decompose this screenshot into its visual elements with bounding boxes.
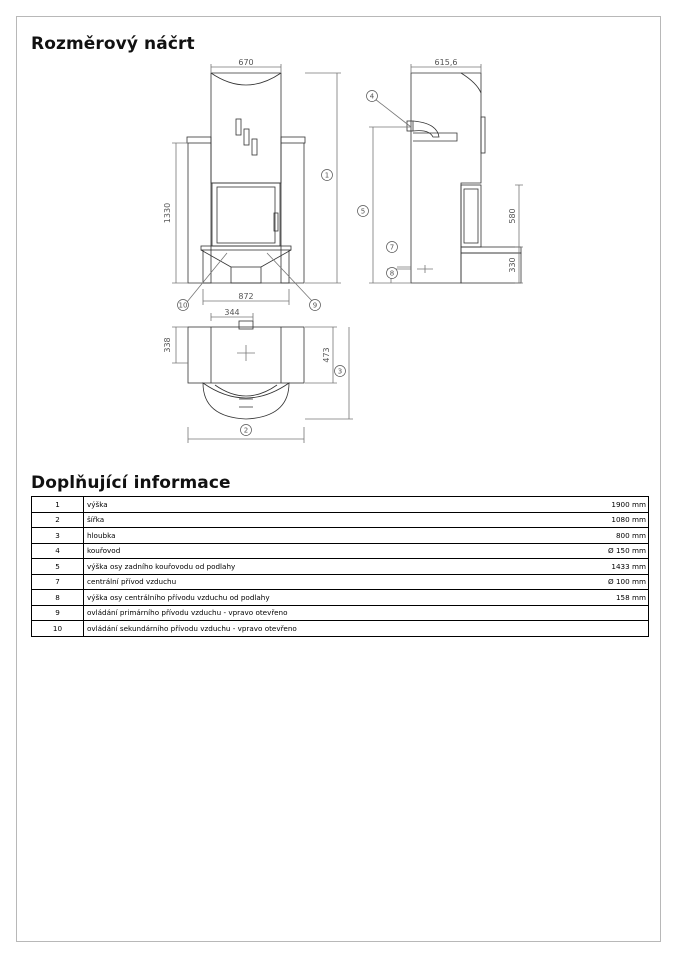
dim-side-330: 330 bbox=[508, 257, 517, 273]
svg-text:10: 10 bbox=[178, 301, 188, 310]
table-row bbox=[32, 528, 649, 544]
callout-9 bbox=[310, 300, 321, 311]
callout-3 bbox=[335, 366, 346, 377]
row-number: 9 bbox=[32, 605, 84, 621]
callout-1 bbox=[322, 170, 333, 181]
row-description: výška osy centrálního přívodu vzduchu od podlahy bbox=[84, 590, 556, 606]
row-value: 158 mm bbox=[555, 590, 648, 606]
row-value: 1433 mm bbox=[555, 559, 648, 575]
svg-text:2: 2 bbox=[243, 426, 249, 435]
table-row bbox=[32, 621, 649, 637]
row-number: 5 bbox=[32, 559, 84, 575]
row-number: 3 bbox=[32, 528, 84, 544]
svg-text:3: 3 bbox=[337, 367, 343, 376]
row-number: 1 bbox=[32, 497, 84, 513]
dim-side-580: 580 bbox=[508, 208, 517, 224]
row-value: Ø 100 mm bbox=[555, 574, 648, 590]
dim-top-344: 344 bbox=[224, 308, 240, 317]
row-number: 4 bbox=[32, 543, 84, 559]
table-row bbox=[32, 543, 649, 559]
svg-text:1: 1 bbox=[324, 171, 330, 180]
table-row bbox=[32, 574, 649, 590]
svg-text:9: 9 bbox=[312, 301, 318, 310]
row-value: 800 mm bbox=[555, 528, 648, 544]
svg-text:5: 5 bbox=[360, 207, 366, 216]
svg-text:4: 4 bbox=[369, 92, 375, 101]
row-description: výška osy zadního kouřovodu od podlahy bbox=[84, 559, 556, 575]
dim-front-width: 670 bbox=[238, 58, 254, 67]
dimension-drawing bbox=[17, 17, 662, 457]
dim-top-473: 473 bbox=[322, 347, 331, 363]
row-description: centrální přívod vzduchu bbox=[84, 574, 556, 590]
row-value bbox=[555, 605, 648, 621]
callout-4 bbox=[367, 91, 378, 102]
callout-10 bbox=[178, 300, 189, 311]
row-number: 10 bbox=[32, 621, 84, 637]
callout-8 bbox=[387, 268, 398, 279]
sketch-heading: Rozměrový náčrt bbox=[31, 34, 195, 54]
row-description: ovládání primárního přívodu vzduchu - vpravo otevřeno bbox=[84, 605, 556, 621]
row-value bbox=[555, 621, 648, 637]
info-heading: Doplňující informace bbox=[31, 473, 231, 493]
svg-text:8: 8 bbox=[389, 269, 395, 278]
row-number: 7 bbox=[32, 574, 84, 590]
table-row bbox=[32, 605, 649, 621]
row-description: hloubka bbox=[84, 528, 556, 544]
dim-front-height: 1330 bbox=[163, 202, 172, 224]
document-page bbox=[16, 16, 661, 942]
table-row bbox=[32, 590, 649, 606]
dim-top-338: 338 bbox=[163, 337, 172, 353]
table-row bbox=[32, 512, 649, 528]
row-value: 1080 mm bbox=[555, 512, 648, 528]
svg-text:7: 7 bbox=[389, 243, 395, 252]
row-description: šířka bbox=[84, 512, 556, 528]
row-number: 2 bbox=[32, 512, 84, 528]
table-row bbox=[32, 559, 649, 575]
row-value: Ø 150 mm bbox=[555, 543, 648, 559]
callout-5 bbox=[358, 206, 369, 217]
info-table bbox=[31, 496, 649, 637]
top-view bbox=[172, 313, 353, 443]
table-row bbox=[32, 497, 649, 513]
dim-side-depth: 615,6 bbox=[434, 58, 458, 67]
callout-7 bbox=[387, 242, 398, 253]
row-description: ovládání sekundárního přívodu vzduchu - vpravo otevřeno bbox=[84, 621, 556, 637]
row-description: výška bbox=[84, 497, 556, 513]
row-description: kouřovod bbox=[84, 543, 556, 559]
row-value: 1900 mm bbox=[555, 497, 648, 513]
row-number: 8 bbox=[32, 590, 84, 606]
front-view bbox=[172, 64, 341, 305]
callout-2 bbox=[241, 425, 252, 436]
dim-base-width: 872 bbox=[238, 292, 254, 301]
